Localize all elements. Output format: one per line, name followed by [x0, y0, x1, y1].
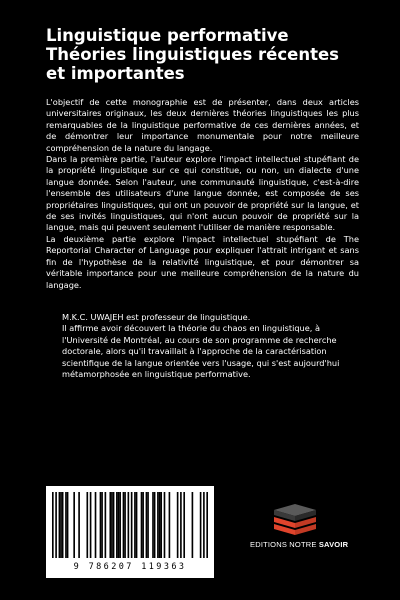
barcode-bar	[67, 492, 69, 558]
isbn-barcode	[46, 486, 214, 578]
author-bio-line-1: M.K.C. UWAJEH est professeur de linguistique.	[62, 312, 251, 322]
barcode-bars	[52, 492, 208, 560]
barcode-bar	[95, 492, 97, 558]
barcode-bar	[118, 492, 120, 558]
barcode-bar	[101, 492, 103, 558]
barcode-bar	[62, 492, 64, 558]
publisher-logo	[250, 500, 349, 560]
barcode-bar	[154, 492, 156, 558]
barcode-bar	[59, 492, 61, 558]
isbn-digits: 9 786207 119363	[73, 562, 187, 572]
barcode-bar	[60, 492, 62, 558]
barcode-bar	[160, 492, 162, 558]
publisher-prefix: EDITIONS NOTRE	[250, 540, 319, 549]
barcode-bar	[55, 492, 57, 558]
barcode-bar	[152, 492, 154, 558]
barcode-bar	[123, 492, 125, 558]
barcode-bar	[73, 492, 75, 558]
barcode-bar	[206, 492, 208, 558]
description-paragraph-2: Dans la première partie, l'auteur explore l'impact intellectuel stupéfiant de la propriété linguistique sur ce qui constitue, ou non, un dialecte d'une langue donnée. Selon l'auteur, une communauté linguistique, c'est-à-dire l'ensemble des utilisateurs d'une langue donnée, est composée de ses propriétaires linguistiques, qui ont un pouvoir de propriété sur la langue, et de ses invités linguistiques, qui n'ont aucun pouvoir de propriété sur la langue, mais qui peuvent seulement l'utiliser de manière responsable.	[46, 154, 359, 233]
barcode-bar	[180, 492, 182, 558]
author-bio	[62, 312, 358, 380]
barcode-bar	[203, 492, 205, 558]
publisher-name	[250, 540, 349, 549]
barcode-bar	[200, 492, 202, 558]
barcode-bar	[86, 492, 88, 558]
barcode-bar	[116, 492, 118, 558]
book-stack-icon	[250, 500, 340, 540]
barcode-bar	[146, 492, 148, 558]
barcode-bar	[131, 492, 133, 558]
barcode-bar	[78, 492, 80, 558]
barcode-bar	[164, 492, 166, 558]
barcode-bar	[119, 492, 121, 558]
barcode-bar	[177, 492, 179, 558]
barcode-bar	[100, 492, 102, 558]
barcode-bar	[124, 492, 126, 558]
barcode-bar	[65, 492, 67, 558]
barcode-bar	[134, 492, 136, 558]
description-paragraph-1: L'objectif de cette monographie est de présenter, dans deux articles universitaires originaux, les deux dernières théories linguistiques les plus remarquables de la linguistique performative de ces dernières années, et de démontrer leur importance monumentale pour notre meilleure compréhension de la nature du langage.	[46, 97, 359, 153]
barcode-bar	[90, 492, 92, 558]
barcode-bar	[141, 492, 143, 558]
barcode-bar	[159, 492, 161, 558]
barcode-bar	[52, 492, 54, 558]
book-title: Linguistique performative Théories linguistiques récentes et importantes	[46, 26, 339, 83]
author-bio-line-2: Il affirme avoir découvert la théorie du chaos en linguistique, à l'Université de Montréal, au cours de son programme de recherche doctorale, alors qu'il travaillait à l'approche de la caractérisation scientifique de la langue orientée vers l'usage, qui s'est aujourd'hui métamorphosée en linguistique performative.	[62, 323, 340, 380]
barcode-bar	[169, 492, 171, 558]
barcode-bar	[142, 492, 144, 558]
barcode-bar	[113, 492, 115, 558]
description-paragraph-3: La deuxième partie explore l'impact intellectuel stupéfiant de The Reportorial Character of Language pour expliquer l'attrait intrigant et sans fin de l'hypothèse de la relativité linguistique, et pour démontrer sa véritable importance pour une meilleure compréhension de la nature du langage.	[46, 233, 359, 290]
barcode-bar	[128, 492, 130, 558]
barcode-bar	[192, 492, 194, 558]
barcode-bar	[105, 492, 107, 558]
barcode-bar	[157, 492, 159, 558]
description	[46, 97, 359, 291]
barcode-bar	[136, 492, 138, 558]
barcode-bar	[147, 492, 149, 558]
barcode-bar	[109, 492, 111, 558]
barcode-bar	[111, 492, 113, 558]
barcode-bar	[183, 492, 185, 558]
publisher-brand: SAVOIR	[318, 540, 349, 549]
